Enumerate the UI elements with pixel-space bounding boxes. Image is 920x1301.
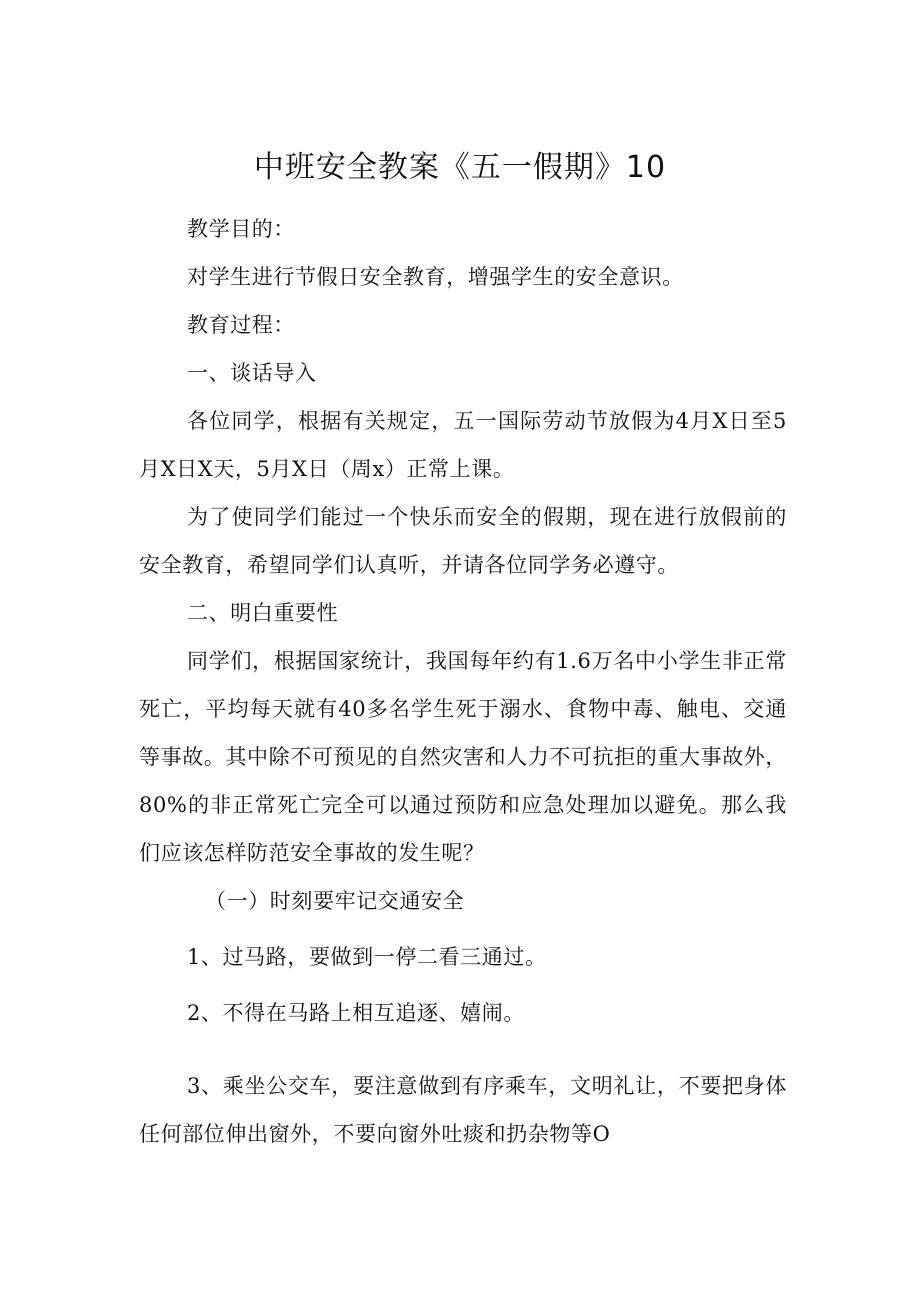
- paragraph-statistics: 同学们，根据国家统计，我国每年约有1.6万名中小学生非正常死亡，平均每天就有40多名学生死于溺水、食物中毒、触电、交通等事故。其中除不可预见的自然灾害和人力不可抗拒的重大事故外，80%的非正常死亡完全可以通过预防和应急处理加以避免。那么我们应该怎样防范安全事故的发生呢？: [139, 649, 787, 865]
- paragraph-safety-education: 为了使同学们能过一个快乐而安全的假期，现在进行放假前的安全教育，希望同学们认真听，并请各位同学务必遵守。: [139, 505, 787, 577]
- document-title: 中班安全教案《五一假期》10: [253, 150, 667, 185]
- paragraph-teaching-goal-label: 教学目的：: [187, 217, 295, 241]
- list-item-bus-riding: 3、乘坐公交车，要注意做到有序乘车，文明礼让，不要把身体任何部位伸出窗外，不要向窗外吐痰和扔杂物等O: [139, 1074, 787, 1146]
- list-item-no-chasing: 2、不得在马路上相互追逐、嬉闹。: [187, 1001, 525, 1025]
- list-item-crossing-road: 1、过马路，要做到一停二看三通过。: [187, 945, 547, 969]
- paragraph-process-label: 教育过程：: [187, 313, 295, 337]
- paragraph-teaching-goal: 对学生进行节假日安全教育，增强学生的安全意识。: [187, 265, 684, 289]
- section-heading-importance: 二、明白重要性: [187, 601, 339, 625]
- section-heading-intro: 一、谈话导入: [187, 361, 317, 385]
- paragraph-holiday-schedule: 各位同学，根据有关规定，五一国际劳动节放假为4月X日至5月X日X天，5月X日（周x）正常上课。: [139, 409, 787, 481]
- subsection-heading-traffic: （一）时刻要牢记交通安全: [205, 889, 465, 913]
